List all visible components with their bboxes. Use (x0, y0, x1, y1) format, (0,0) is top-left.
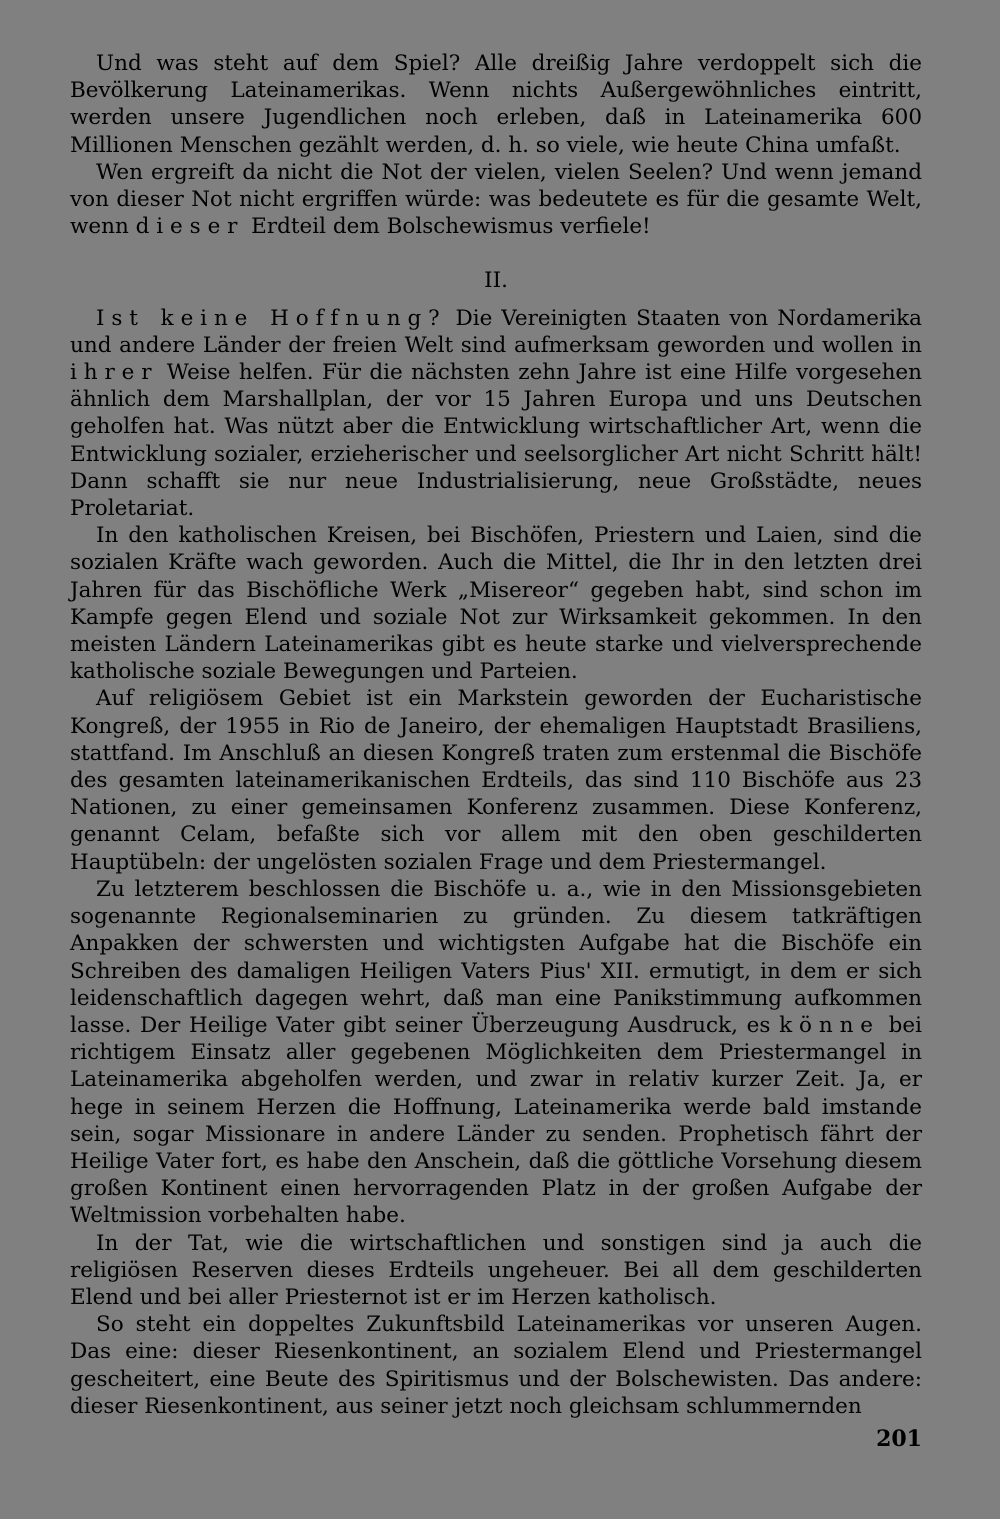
emphasized-text: ihrer (70, 360, 159, 386)
body-text (70, 50, 922, 1420)
emphasized-text: dieser (135, 214, 245, 240)
paragraph (70, 159, 922, 241)
paragraph-text: Die Vereinigten Staaten von Nordamerika und andere Länder der freien Welt sind aufmerksam geworden und wollen in (70, 305, 922, 358)
paragraph (70, 1230, 922, 1312)
paragraph (70, 50, 922, 159)
paragraph (70, 305, 922, 523)
paragraph-text: Und was steht auf dem Spiel? Alle dreißig Jahre verdoppelt sich die Bevölkerung Lateinamerikas. Wenn nichts Außergewöhnliches eintritt, werden unsere Jugendlichen noch erleben, daß in Lateinamerika 600 Millionen Menschen gezählt werden, d. h. so viele, wie heute China umfaßt. (70, 51, 922, 158)
paragraph-text: Zu letzterem beschlossen die Bischöfe u. a., wie in den Missionsgebieten sogenannte Regionalseminarien zu gründen. Zu diesem tatkräftigen Anpakken der schwersten und wichtigsten Aufgabe hat die Bischöfe ein Schreiben des damaligen Heiligen Vaters Pius' XII. ermutigt, in dem er sich leidenschaftlich dagegen wehrt, daß man eine Panikstimmung aufkommen lasse. Der Heilige Vater gibt seiner Überzeugung Ausdruck, es (70, 876, 922, 1038)
paragraph (70, 685, 922, 875)
paragraph (70, 522, 922, 685)
page-number: 201 (876, 1426, 922, 1452)
section-heading: II. (484, 268, 508, 294)
paragraphs-before-heading (70, 50, 922, 240)
paragraph-text: In der Tat, wie die wirtschaftlichen und sonstigen sind ja auch die religiösen Reserven dieses Erdteils ungeheuer. Bei all dem geschilderten Elend und bei aller Priesternot ist er im Herzen katholisch. (70, 1230, 922, 1310)
emphasized-text: könne (779, 1012, 880, 1038)
paragraph-text: Auf religiösem Gebiet ist ein Markstein geworden der Eucharistische Kongreß, der 1955 in Rio de Janeiro, der ehemaligen Hauptstadt Brasiliens, stattfand. Im Anschluß an diesen Kongreß traten zum erstenmal die Bischöfe des gesamten lateinamerikanischen Erdteils, das sind 110 Bischöfe aus 23 Nationen, zu einer gemeinsamen Konferenz zusammen. Diese Konferenz, genannt Celam, befaßte sich vor allem mit den oben geschilderten Hauptübeln: der ungelösten sozialen Frage und dem Priestermangel. (70, 686, 922, 875)
paragraph-text: Weise helfen. Für die nächsten zehn Jahre ist eine Hilfe vorgesehen ähnlich dem Marshallplan, der vor 15 Jahren Europa und uns Deutschen geholfen hat. Was nützt aber die Entwicklung wirtschaftlicher Art, wenn die Entwicklung sozialer, erzieherischer und seelsorglicher Art nicht Schritt hält! Dann schafft sie nur neue Industrialisierung, neue Großstädte, neues Proletariat. (70, 360, 922, 522)
paragraph-text: Wen ergreift da nicht die Not der vielen, vielen Seelen? Und wenn jemand von dieser Not nicht ergriffen würde: was bedeutete es für die gesamte Welt, wenn (70, 159, 922, 240)
paragraph-text: In den katholischen Kreisen, bei Bischöfen, Priestern und Laien, sind die sozialen Kräfte wach geworden. Auch die Mittel, die Ihr in den letzten drei Jahren für das Bischöfliche Werk „Misereor“ gegeben habt, sind schon im Kampfe gegen Elend und soziale Not zur Wirksamkeit gekommen. In den meisten Ländern Lateinamerikas gibt es heute starke und vielversprechende katholische soziale Bewegungen und Parteien. (70, 523, 922, 685)
emphasized-text: Ist keine Hoffnung? (96, 305, 447, 331)
paragraph-text: bei richtigem Einsatz aller gegebenen Möglichkeiten dem Priestermangel in Lateinamerika abgeholfen werden, und zwar in relativ kurzer Zeit. Ja, er hege in seinem Herzen die Hoffnung, Lateinamerika werde bald imstande sein, sogar Missionare in andere Länder zu senden. Prophetisch fährt der Heilige Vater fort, es habe den Anschein, daß die göttliche Vorsehung diesem großen Kontinent einen hervorragenden Platz in der großen Aufgabe der Weltmission vorbehalten habe. (70, 1012, 922, 1229)
paragraph (70, 1311, 922, 1420)
paragraph (70, 876, 922, 1230)
paragraph-text: So steht ein doppeltes Zukunftsbild Lateinamerikas vor unseren Augen. Das eine: dieser Riesenkontinent, an sozialem Elend und Priestermangel gescheitert, eine Beute des Spiritismus und der Bolschewisten. Das andere: dieser Riesenkontinent, aus seiner jetzt noch gleichsam schlummernden (70, 1312, 922, 1419)
paragraphs-after-heading (70, 305, 922, 1420)
paragraph-text: Erdteil dem Bolschewismus verfiele! (244, 214, 651, 240)
